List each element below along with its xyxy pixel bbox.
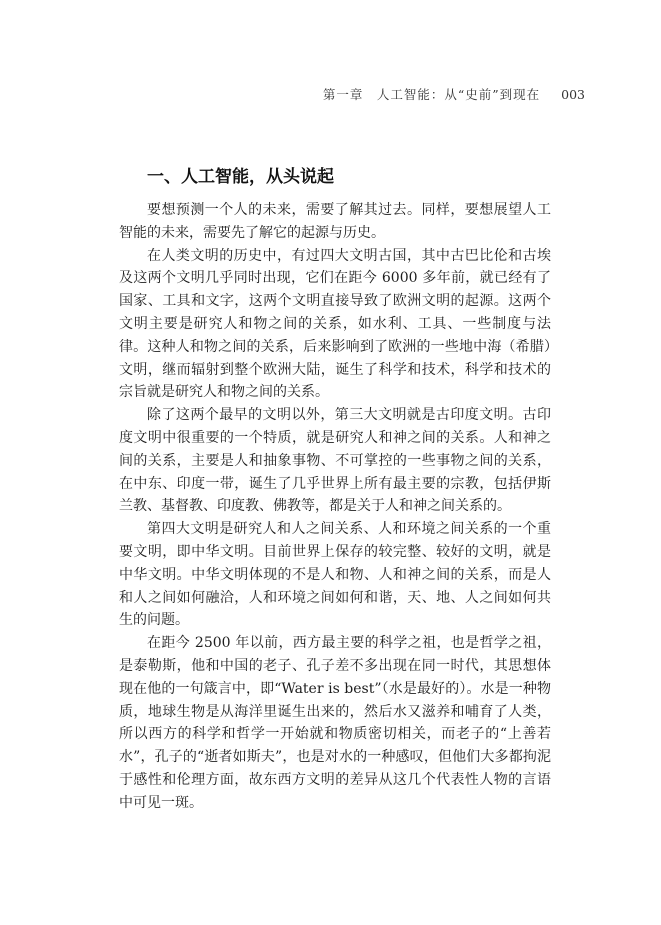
body-text [119,199,551,815]
paragraph: 第四大文明是研究人和人之间关系、人和环境之间关系的一个重要文明，即中华文明。目前世界上保存的较完整、较好的文明，就是中华文明。中华文明体现的不是人和物、人和神之间的关系，而是人和人之间如何融洽，人和环境之间如何和谐，天、地、人之间如何共生的问题。 [119,521,551,629]
paragraph: 在距今 2500 年以前，西方最主要的科学之祖，也是哲学之祖，是泰勒斯，他和中国的老子、孔子差不多出现在同一时代，其思想体现在他的一句箴言中，即“Water is best”（水是最好的）。水是一种物质，地球生物是从海洋里诞生出来的，然后水又滋养和哺育了人类，所以西方的科学和哲学一开始就和物质密切相关，而老子的“上善若水”，孔子的“逝者如斯夫”，也是对水的一种感叹，但他们大多都拘泥于感性和伦理方面，故东西方文明的差异从这几个代表性人物的言语中可见一斑。 [119,635,551,811]
section-title: 一、人工智能，从头说起 [147,167,334,187]
page-number: 003 [561,87,585,102]
running-header [323,85,585,103]
paragraph: 要想预测一个人的未来，需要了解其过去。同样，要想展望人工智能的未来，需要先了解它的起源与历史。 [119,202,551,241]
paragraph: 除了这两个最早的文明以外，第三大文明就是古印度文明。古印度文明中很重要的一个特质，就是研究人和神之间的关系。人和神之间的关系，主要是人和抽象事物、不可掌控的一些事物之间的关系，在中东、印度一带，诞生了几乎世界上所有最主要的宗教，包括伊斯兰教、基督教、印度教、佛教等，都是关于人和神之间关系的。 [119,407,551,515]
paragraph: 在人类文明的历史中，有过四大文明古国，其中古巴比伦和古埃及这两个文明几乎同时出现，它们在距今 6000 多年前，就已经有了国家、工具和文字，这两个文明直接导致了欧洲文明的起源。这两个文明主要是研究人和物之间的关系，如水利、工具、一些制度与法律。这种人和物之间的关系，后来影响到了欧洲的一些地中海（希腊）文明，继而辐射到整个欧洲大陆，诞生了科学和技术，科学和技术的宗旨就是研究人和物之间的关系。 [119,247,551,401]
running-title: 第一章 人工智能：从“史前”到现在 [322,87,541,102]
